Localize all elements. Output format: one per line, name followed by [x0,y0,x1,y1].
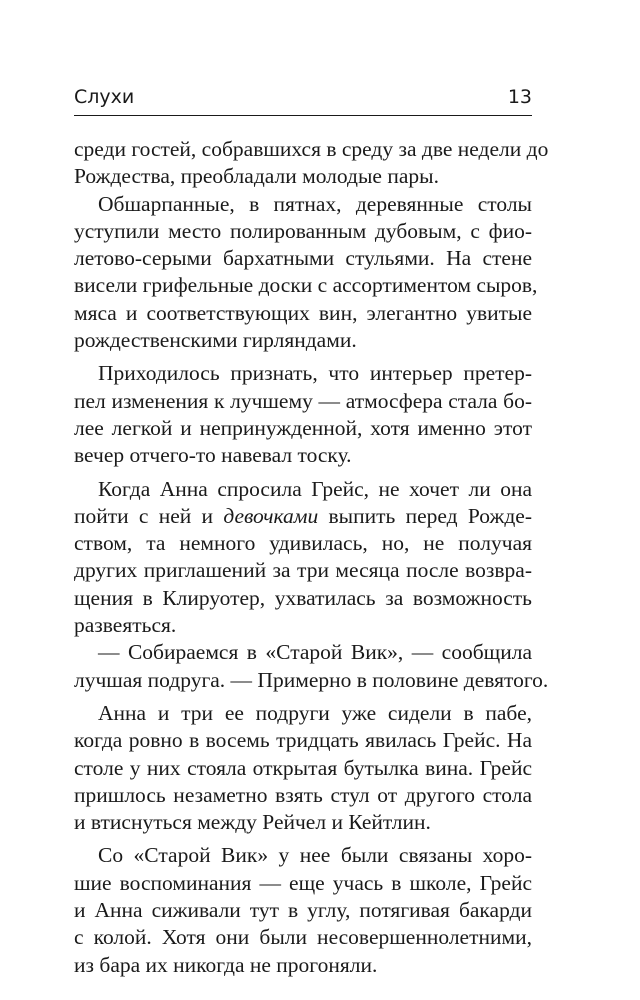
paragraph-7 [74,842,532,978]
text-line: вечер отчего-то навевал тоску. [74,443,352,468]
paragraph-3 [74,360,532,469]
paragraph-5 [74,639,549,694]
text-line: других приглашений за три месяца после возвра- [74,558,532,583]
text-line: рождественскими гирляндами. [74,328,357,353]
text-line: из бара их никогда не прогоняли. [74,952,378,977]
paragraph-1 [74,136,549,191]
text-line: когда ровно в восемь тридцать явилась Грейс. На [74,728,532,753]
text-line: пришлось незаметно взять стул от другого стола [74,782,532,807]
text-line: висели грифельные доски с ассортиментом сыров, [74,273,538,298]
text-line: лучшая подруга. — Примерно в половине девятого. [74,667,549,692]
text-line: Обшарпанные, в пятнах, деревянные столы [98,191,532,216]
text-run: выпить перед Рожде- [328,503,532,528]
text-line: шие воспоминания — еще учась в школе, Грейс [74,870,532,895]
text-line: и Анна сиживали тут в углу, потягивая бакарди [74,898,532,923]
text-line: Рождества, преобладали молодые пары. [74,164,439,189]
text-line: летово-серыми бархатными стульями. На стене [74,246,532,271]
emphasized-word: девочками [223,503,319,528]
text-line: мяса и соответствующих вин, элегантно увитые [74,300,532,325]
paragraph-2 [74,191,538,355]
text-run: пойти с ней и [74,503,214,528]
text-line: развеяться. [74,613,177,638]
text-line: с колой. Хотя они были несовершеннолетними, [74,925,532,950]
text-line: среди гостей, собравшихся в среду за две недели до [74,137,549,161]
text-line: пел изменения к лучшему — атмосфера стала бо- [74,388,532,413]
text-line: и втиснуться между Рейчел и Кейтлин. [74,810,431,835]
text-line: Анна и три ее подруги уже сидели в пабе, [98,700,532,725]
text-line: Когда Анна спросила Грейс, не хочет ли она [98,476,532,501]
text-line: столе у них стояла открытая бутылка вина. Грейс [74,755,532,780]
text-line: уступили место полированным дубовым, с фио- [74,218,532,243]
running-header [74,80,532,112]
page-number: 13 [507,86,532,108]
page-body [74,136,549,979]
paragraph-4 [74,476,532,640]
text-line: щения в Клируотер, ухватилась за возможность [74,585,532,610]
chapter-title: Слухи [74,86,135,108]
text-line: ством, та немного удивилась, но, не получая [74,531,532,556]
header-rule [74,115,532,116]
text-line: лее легкой и непринужденной, хотя именно этот [74,415,532,440]
text-line-with-emphasis [74,503,532,530]
text-line: — Собираемся в «Старой Вик», — сообщила [98,640,532,665]
text-line: Со «Старой Вик» у нее были связаны хоро- [98,843,532,868]
text-line: Приходилось признать, что интерьер претер- [98,361,532,386]
paragraph-6 [74,700,532,836]
